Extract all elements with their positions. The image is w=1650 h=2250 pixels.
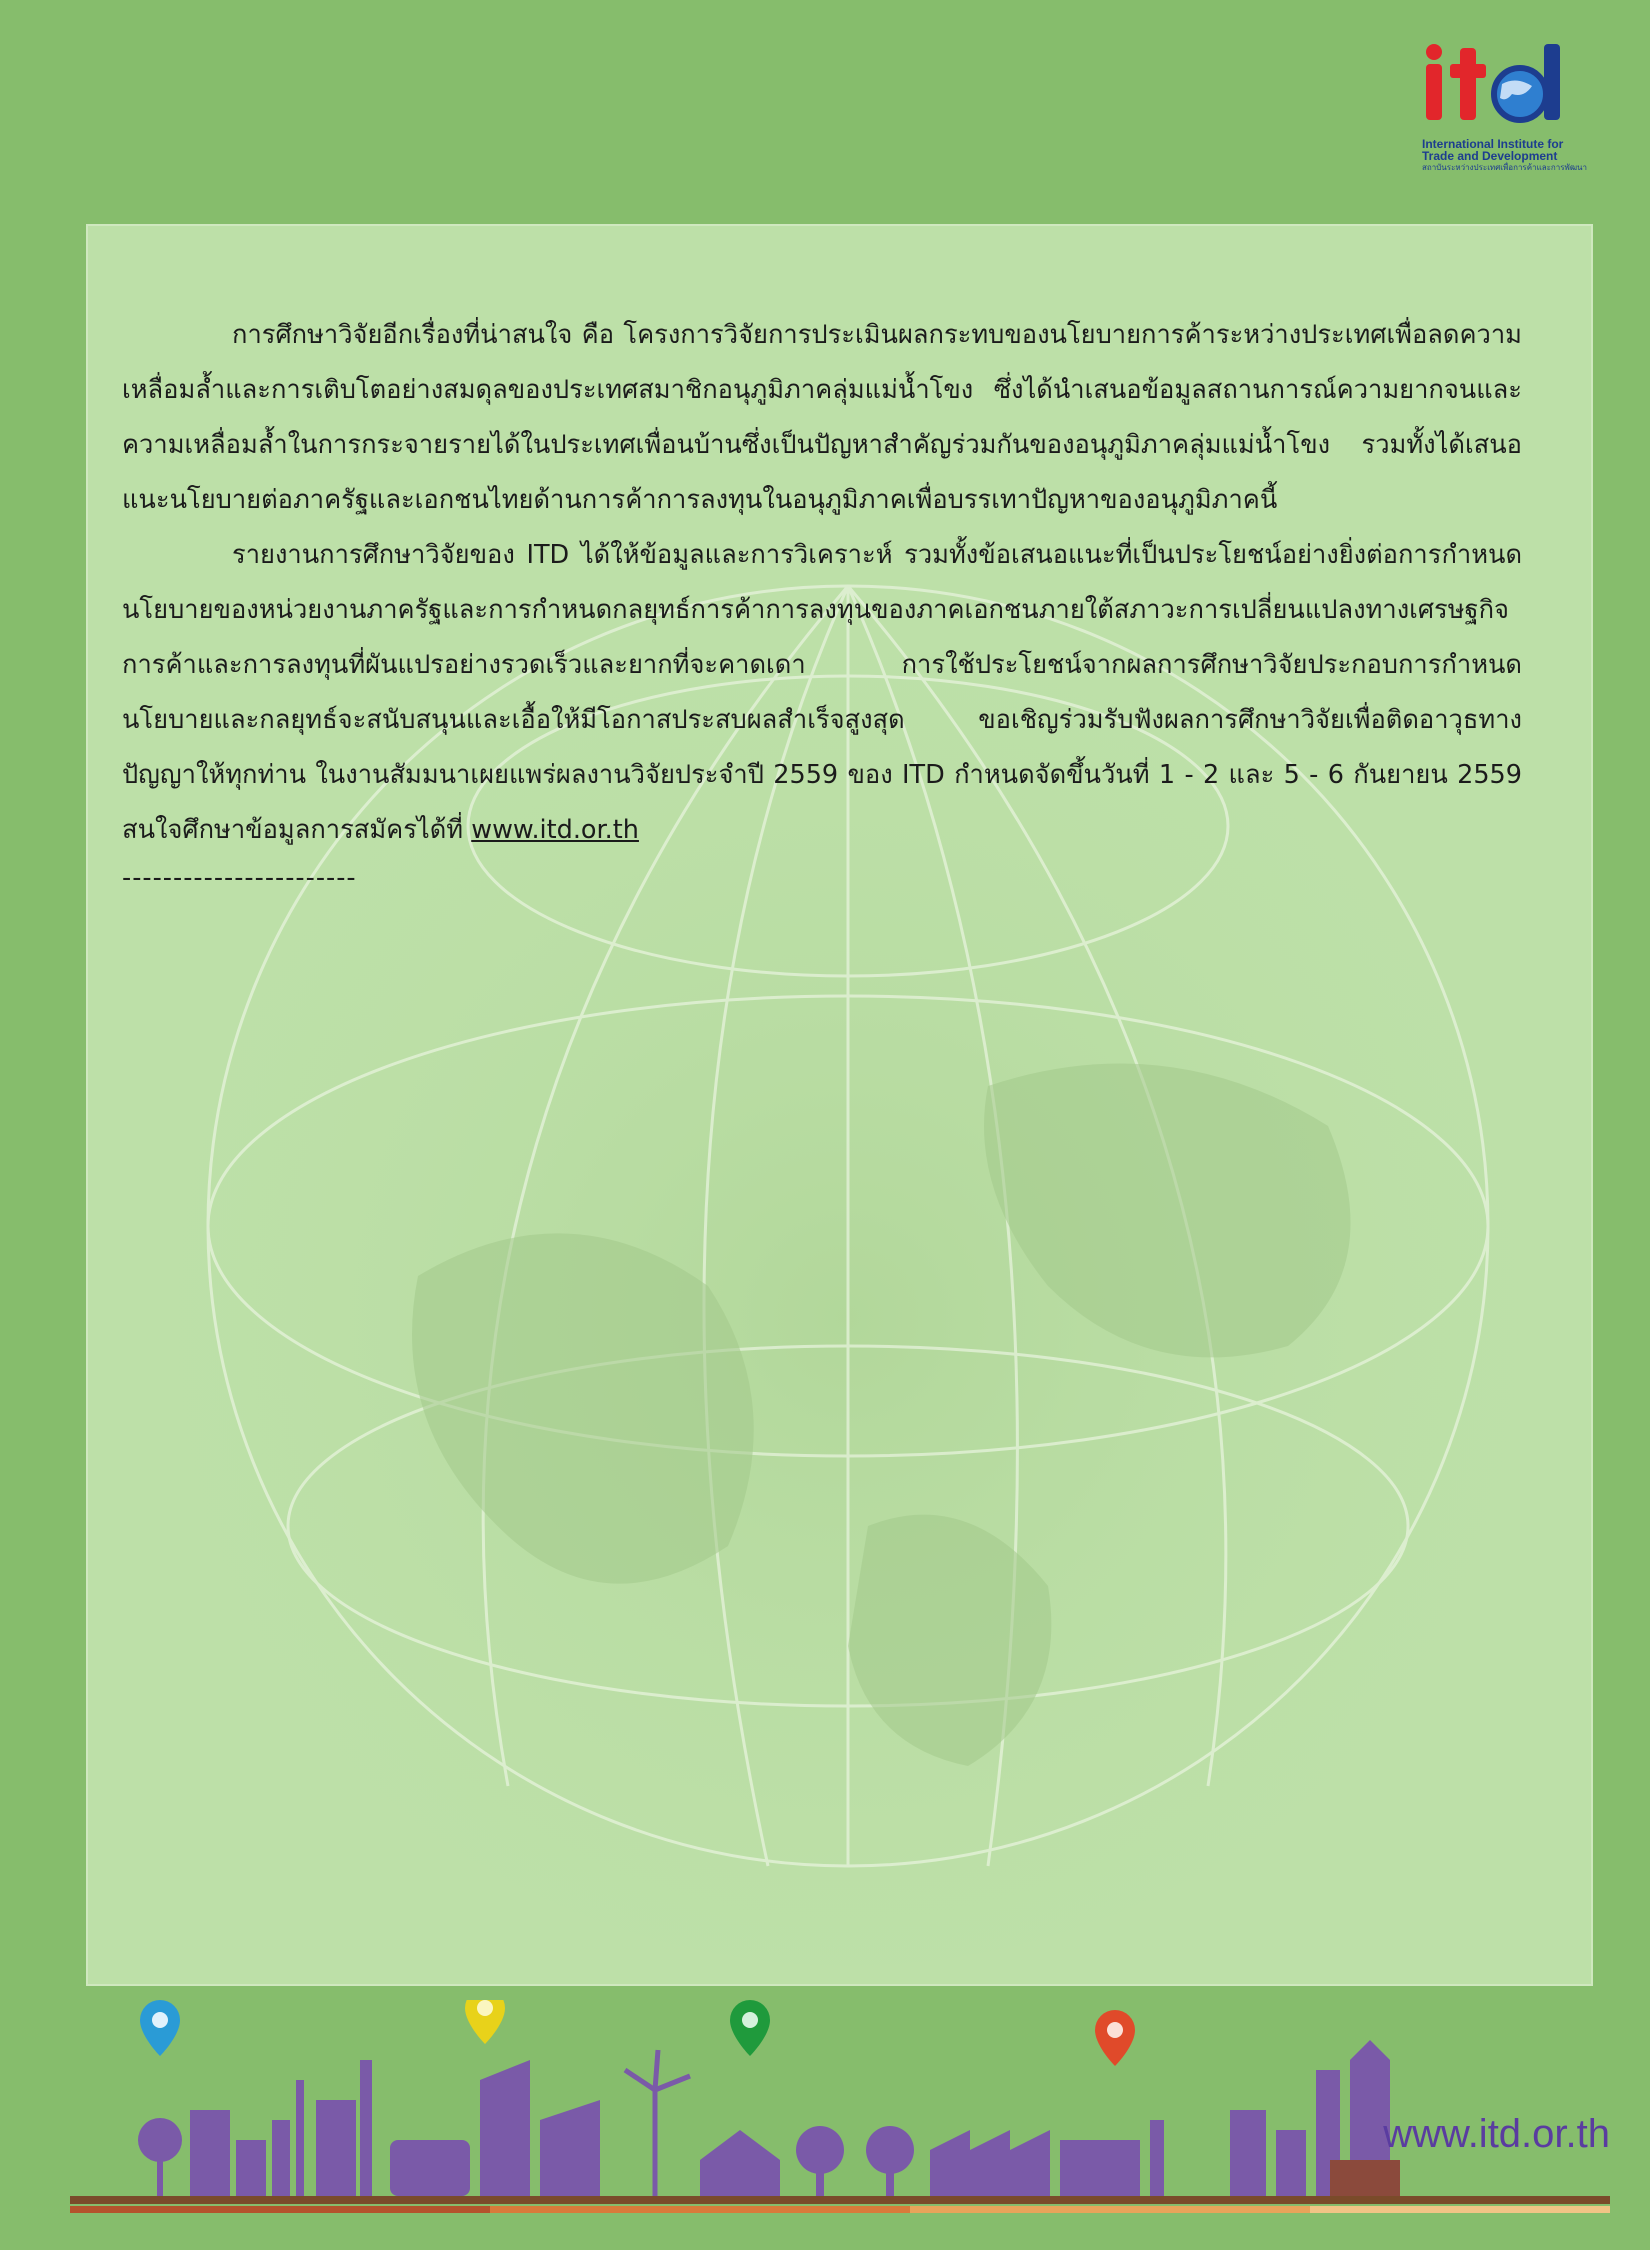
itd-logo xyxy=(1420,40,1590,190)
article-paragraph-2-text: รายงานการศึกษาวิจัยของ ITD ได้ให้ข้อมูลและการวิเคราะห์ รวมทั้งข้อเสนอแนะที่เป็นประโยชน์อย่างยิ่งต่อการกำหนดนโยบายของหน่วยงานภาครัฐและการกำหนดกลยุทธ์การค้าการลงทุนของภาคเอกชนภายใต้สภาวะการเปลี่ยนแปลงทางเศรษฐกิจ การค้าและการลงทุนที่ผันแปรอย่างรวดเร็วและยากที่จะคาดเดา การใช้ประโยชน์จากผลการศึกษาวิจัยประกอบการกำหนดนโยบายและกลยุทธ์จะสนับสนุนและเอื้อให้มีโอกาสประสบผลสำเร็จสูงสุด ขอเชิญร่วมรับฟังผลการศึกษาวิจัยเพื่อติดอาวุธทางปัญญาให้ทุกท่าน ในงานสัมมนาเผยแพร่ผลงานวิจัยประจำปี 2559 ของ ITD กำหนดจัดขึ้นวันที่ 1 - 2 และ 5 - 6 กันยายน 2559 สนใจศึกษาข้อมูลการสมัครได้ที่ xyxy=(122,540,1522,845)
map-pin-icon xyxy=(730,2000,770,2056)
content-panel xyxy=(86,224,1593,1986)
itd-logo-mark xyxy=(1420,40,1590,140)
article-paragraph-1: การศึกษาวิจัยอีกเรื่องที่น่าสนใจ คือ โครงการวิจัยการประเมินผลกระทบของนโยบายการค้าระหว่างประเทศเพื่อลดความเหลื่อมล้ำและการเติบโตอย่างสมดุลของประเทศสมาชิกอนุภูมิภาคลุ่มแม่น้ำโขง ซึ่งได้นำเสนอข้อมูลสถานการณ์ความยากจนและความเหลื่อมล้ำในการกระจายรายได้ในประเทศเพื่อนบ้านซึ่งเป็นปัญหาสำคัญร่วมกันของอนุภูมิภาคลุ่มแม่น้ำโขง รวมทั้งได้เสนอแนะนโยบายต่อภาครัฐและเอกชนไทยด้านการค้าการลงทุนในอนุภูมิภาคเพื่อบรรเทาปัญหาของอนุภูมิภาคนี้ xyxy=(122,320,1522,515)
article-divider: ----------------------- xyxy=(122,863,357,893)
article-paragraph-2 xyxy=(122,528,1522,858)
logo-line-2: Trade and Development xyxy=(1422,149,1558,163)
itd-website-link[interactable]: www.itd.or.th xyxy=(471,815,639,845)
wind-turbine-icon xyxy=(625,2050,690,2196)
logo-line-1: International Institute for xyxy=(1422,137,1564,151)
article xyxy=(122,308,1522,898)
map-pin-icon xyxy=(465,2000,505,2044)
map-pin-icon xyxy=(1095,2010,1135,2066)
footer-website-url: www.itd.or.th xyxy=(1383,2112,1610,2156)
map-pin-icon xyxy=(140,2000,180,2056)
tree-icon xyxy=(138,2118,182,2196)
factory-icon xyxy=(930,2120,1164,2196)
house-icon xyxy=(700,2130,780,2196)
logo-line-3: สถาบันระหว่างประเทศเพื่อการค้าและการพัฒนา xyxy=(1422,163,1588,172)
logo-caption xyxy=(1422,138,1590,174)
